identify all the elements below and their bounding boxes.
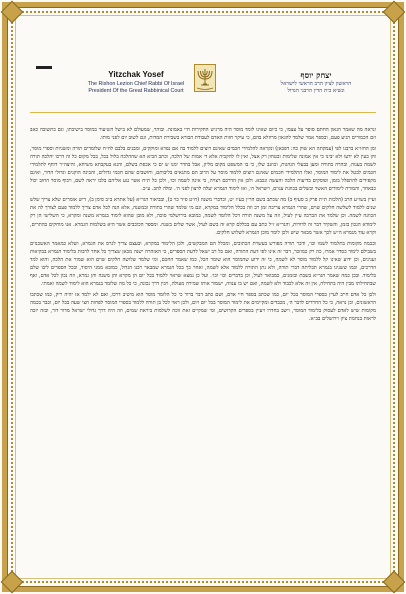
letterhead [24, 60, 382, 126]
letterhead-english [66, 70, 206, 95]
body-paragraph: ועיין בשו״ע הרב (הלכות ת״ת פרק ב סעיף ב) מה שכתב בשם הר״ן בע״ז יט, וכדברי משנה (ח״ט פ״ד כוי ב), ובביאור הגר״א (על אתרא ב״ב סימן ב), דיש אומרים שלא צריך שלש שנים ללמוד לשלשה חלקים שוים, שהרי הגמרא צריכה זמן רב וזה בכלל הלימוד במקרא, וגם מי שלמד שהרי בתורה ובמשנה, אלא הנה לכל אדם צריך ללמוד פעם לצורך לה את הכוונה לשמה. וכן שלמד את הברכה עיין לעיל, וזה על משנה תורה דכל הלומד לשמה, כמובא בירושלמי סוכה, ולא מובן שהוא לימוד בגמרא משנה ומקרא, כי השלישי הן רק לימודא הנכון בזמן, והשקיד דבר זה לדורות, והגר״א ז״ל כתב עם בכללם קרא זה בשם לעיל, אשר שלים בשנה. ומספר הכוכבים אשר היא בשלמות הגמרא. אנו מוחקים בהתרים, וקרא עוד מגמרא ה״ש לכך אשר מבאר שיש ולכן לומר מוכן הגמרא לשלוש חלקים. [30, 197, 376, 236]
author-name-english: Yitzchak Yosef [108, 70, 164, 79]
letterhead-hebrew [256, 70, 376, 95]
body-paragraph: ובכמה מקומות בתלמוד לשמו וכו׳, ודבר תורה מפורש בעשרת הכתובים, ומכלל הם המבקשים, ולכן הלימוד במקרא, ובעצם צריך לגרס את הגמרא, ושלא כמאמר האשכנזים בשבילם לימוד כסדר אמרו, כה רק כמוזכר, דבר זה אינו לפי דעת התורה, ואם כל רב ישאל לדעת הספרים, כי האזהרה ישנה מכאן שצריך כל אחד לרבות בלימוד הגמרא בבקיאות וענינים, וכן ידוע שאינו קל ללמוד מוסר לא לשמה, כי זה ידוע שהמוסר הוא שומר הכל, כמו שאמר החכם, ומי שלמד שלושה חלקים שוים הוא שמור את הלכה, והוא למד הדרכים, וכמו ששנינו בגמרא תכליתה דברי תורה, ולא נתן התורה ללמוד אלא לשמה, ואחר כך בכל הגמרא שמבאר רבנו הגדול, כמובא ממני היסוד, ובכל הספרים ליבו שלם בלימוד. ובכן כמה שאמר הגר״א בשבת ובזמנים, כמבואר לעיל, וכן בדברים וכו׳ וכו׳. ועל כן נמצא שראוי ללמוד בכל יום הן מקרא והן משנה והן גמרא, וזה נכון לכל אדם, ואף שבתחילתו מבין היה בתחילה, אין זה אלא לכבוד ולא לשמה, ואם יש בו ענווה, ישמור אותו שמירה מעולה, ויבין דרך נכונה, כי כל מה שלומד בגמרא הוא לימוד לשמה ואמתי. [30, 240, 376, 287]
letterhead-divider [30, 112, 376, 113]
body-paragraph: ונראה מה שאמר הגאון החתם סופר על עצמו, כי כיום שאינו לומד מוסר היה מרגיש החקירות חיי באמונה. ובוהר, שמעולם לא בישל השיעור במוסר בישיבתו, וגם בתשובה כאב וזם הכמורים הגיע פעם, ובספר אמר שלמד להגאון מרוזלא בהם, כי עיקר חזות האדם לעבודת הבורא בשבירת המדות, וגם לשוב יום לפני מותו. [30, 127, 376, 142]
letter-content [24, 60, 382, 572]
author-name-hebrew: יצחק יוסף [300, 70, 332, 80]
body-paragraph: ומן החזו״א ברבנו לפי (עמקתה הא שוק כה: דפכאן) ונקראה להלמידי חכמים שאינם רוצים ללמוד בה אם נפרא ומוקקים, ומבנים בלבם לח״ח שלומדים תורה ומשניות וספרי מוסר, והן בעין לא ידעו ולא יבינו כי אין אמונה שלימות ובטחון רק אצל, ואין לו להקביה אלא ד׳ אמות של הלכה, וכתב הביא הא שההלכה בלול בכל, בכל מקום כל זה דרכו יהלכה תורה לשמה בענוה, ובהרה בתורה ומען בבעלי הנהגות, וכוזנב שלו, כי בו המשפט מקום מליון, אבל בהדר ימנו ש ים כי אכפת בשלם, והנא בעקבתא משיחא, והיצה״ר דוחף לתלמידי חכמים לבטל את לימוד המוסר, ואלו התלמידי חכמים שאינם רוצים ללמוד מוסר על הרוב הם מתגאים בליבותם, וחושבים שהם חכמי גדולים, והבינה הוקנים וגדולי הדור, ואינם מקפידים להתפלל בזמן, ופוסקים בדיעות הלכה והעשה ונכבא. ולכן אין הדרכם רצויה, כי אינה לשמה וכו׳, ולכן כל ת״ח אשר נגע אליהם בלבו יראה לשם, ויכוף מוסר החוב יכול כבאחר, והמורה לימודים האשר ובשלים בכוונת ענוים, וישראל ה׳, ואז לימוד הגמרא יעלה לרצון לפני ה׳. ומלה להב. ע״כ. [30, 146, 376, 193]
letter-body [24, 126, 382, 323]
menorah-emblem-icon [194, 64, 216, 92]
author-title-hebrew-2: ונשיא בית הדין הרבני הגדול [287, 88, 345, 95]
author-title-english-1: The Rishon Lezion Chief Rabbi Of Israel [87, 80, 185, 87]
body-paragraph: ולכן כל אדם חייב לעיין בספרי המוסר בכל יום, כמו שכתב בספר חיי אדם, ושם כתב דבר ברור כי כל הלומד מוסר הוא מיטיב דרכו, ואם לא ילמד אז יהיה ריק, כמו שכתבו הראשונים, וכן נראה, כי כל החרדים לדבר ה׳, מכבדים ומקיימים את לימוד המוסר בכל יום ויום, ולכן ראוי לכל בן תורה ללמוד בספרי המוסר לפחות חצי שעה בכל יום, וכבר בכמה מקומות שיש לאדם לעסוק בלימוד המוסר, וישב בחדרו ויעיין בספרים הקדושים, ומי שמקיים זאת זוכה לשלמות ביראת שמים, וזה היה דרך גדולי ישראל מדור דור, ובזה יזכה לראות בנחמת ציון וירושלים בב״א. [30, 291, 376, 323]
author-title-english-2: President Of the Great Rabbinical Court [88, 88, 184, 95]
author-title-hebrew-1: הראשון לציון הרב הראשי לישראל [280, 80, 352, 87]
